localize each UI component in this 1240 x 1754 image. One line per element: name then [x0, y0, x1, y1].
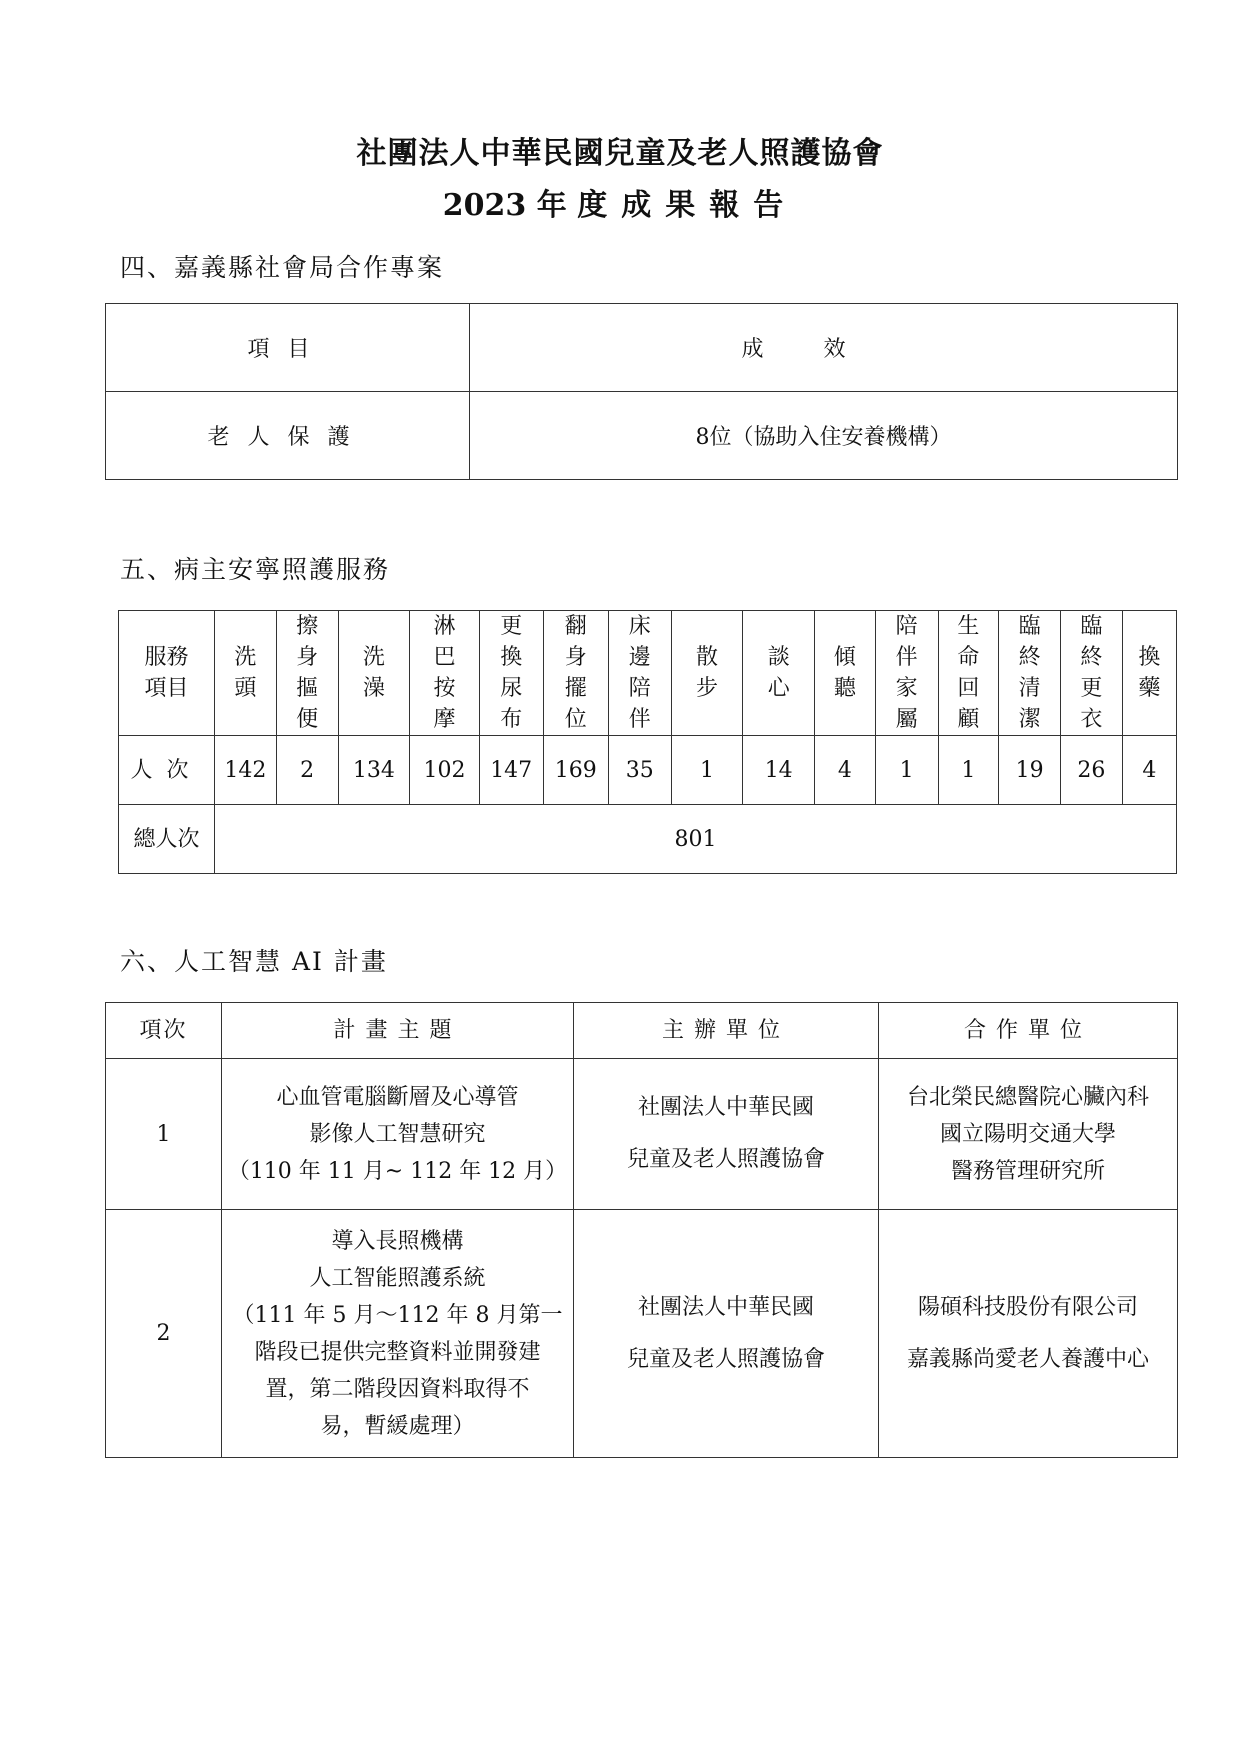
service-count-cell: 26	[1061, 736, 1123, 805]
report-org-title: 社團法人中華民國兒童及老人照護協會	[356, 136, 884, 171]
service-count-cell: 1	[938, 736, 999, 805]
table-row	[106, 1210, 1178, 1458]
service-name-char: 清	[1018, 676, 1041, 701]
service-name-char: 按	[433, 676, 456, 701]
table-row	[106, 1059, 1178, 1210]
service-name-char: 擺	[564, 676, 587, 701]
service-name-char: 聽	[833, 676, 856, 701]
service-name-char: 身	[296, 645, 319, 670]
service-count-cell: 134	[338, 736, 410, 805]
service-name-char: 回	[957, 676, 980, 701]
service-name-char: 屬	[895, 707, 918, 732]
service-name-char: 床	[628, 614, 651, 639]
table-header-row	[106, 1003, 1178, 1059]
service-name-char: 更	[500, 614, 523, 639]
service-name-char: 便	[296, 707, 319, 732]
row-header-total: 總人次	[119, 805, 215, 874]
column-header-partner: 合作單位	[879, 1003, 1178, 1059]
service-name-char: 布	[500, 707, 523, 732]
service-name-char: 伴	[628, 707, 651, 732]
service-count-cell: 35	[608, 736, 671, 805]
cell-partner	[879, 1059, 1178, 1210]
cell-organizer-line: 社團法人中華民國	[637, 1095, 814, 1120]
service-count-cell: 4	[1122, 736, 1176, 805]
service-name-cell	[276, 611, 338, 736]
service-count-cell: 14	[743, 736, 815, 805]
service-name-char: 藥	[1138, 676, 1161, 701]
report-year: 2023 年	[442, 188, 567, 223]
cell-topic-line: 階段已提供完整資料並開發建	[254, 1339, 541, 1365]
service-name-char: 巴	[433, 645, 456, 670]
section4-heading: 四、嘉義縣社會局合作專案	[120, 253, 445, 282]
table-header-row	[106, 304, 1178, 392]
cell-result: 8位（協助入住安養機構）	[470, 392, 1178, 480]
total-value: 801	[214, 805, 1176, 874]
service-name-cell	[214, 611, 276, 736]
service-name-char: 尿	[500, 676, 523, 701]
cell-topic	[222, 1059, 574, 1210]
service-name-char: 命	[957, 645, 980, 670]
service-name-char: 終	[1080, 645, 1103, 670]
section4-table	[105, 303, 1178, 480]
column-header-topic: 計畫主題	[222, 1003, 574, 1059]
service-name-char: 摳	[296, 676, 319, 701]
service-count-cell: 142	[214, 736, 276, 805]
service-name-char: 家	[895, 676, 918, 701]
service-name-char: 身	[564, 645, 587, 670]
row-header-label-part: 項目	[144, 676, 189, 701]
service-count-cell: 19	[999, 736, 1061, 805]
cell-topic-line: 置，第二階段因資料取得不	[265, 1376, 530, 1402]
cell-organizer-line: 兒童及老人照護協會	[626, 1147, 825, 1172]
cell-no: 2	[106, 1210, 222, 1458]
service-name-cell	[875, 611, 938, 736]
service-count-cell: 147	[479, 736, 543, 805]
service-name-char: 生	[957, 614, 980, 639]
service-name-char: 談	[767, 645, 790, 670]
service-name-char: 散	[695, 645, 718, 670]
table-row	[106, 392, 1178, 480]
service-count-cell: 1	[875, 736, 938, 805]
service-name-char: 步	[695, 676, 718, 701]
service-name-char: 傾	[833, 645, 856, 670]
cell-topic-line: 易，暫緩處理）	[320, 1413, 475, 1439]
service-total-row	[119, 805, 1177, 874]
service-count-row	[119, 736, 1177, 805]
service-name-char: 頭	[234, 676, 257, 701]
column-header-organizer: 主辦單位	[574, 1003, 879, 1059]
service-name-char: 洗	[362, 645, 385, 670]
cell-topic	[222, 1210, 574, 1458]
service-name-char: 臨	[1080, 614, 1103, 639]
service-name-char: 邊	[628, 645, 651, 670]
cell-organizer-line: 社團法人中華民國	[637, 1294, 814, 1320]
service-name-cell	[1122, 611, 1176, 736]
service-name-char: 換	[1138, 645, 1161, 670]
service-name-char: 伴	[895, 645, 918, 670]
service-name-cell	[999, 611, 1061, 736]
service-header-row	[119, 611, 1177, 736]
report-year-title	[0, 180, 1240, 224]
cell-partner-line: 嘉義縣尚愛老人養護中心	[906, 1346, 1149, 1372]
service-name-char: 摩	[433, 707, 456, 732]
service-name-cell	[608, 611, 671, 736]
cell-organizer	[574, 1210, 879, 1458]
cell-topic-line: 導入長照機構	[331, 1228, 464, 1254]
service-name-char: 擦	[296, 614, 319, 639]
service-name-cell	[815, 611, 876, 736]
service-name-char: 心	[767, 676, 790, 701]
cell-no: 1	[106, 1059, 222, 1210]
service-name-cell	[671, 611, 743, 736]
service-count-cell: 4	[815, 736, 876, 805]
service-name-char: 位	[564, 707, 587, 732]
cell-topic-line: 心血管電腦斷層及心導管	[276, 1084, 519, 1110]
service-count-cell: 169	[543, 736, 608, 805]
service-count-cell: 1	[671, 736, 743, 805]
report-title-rest: 度成果報告	[577, 188, 798, 223]
cell-organizer-line: 兒童及老人照護協會	[626, 1346, 825, 1372]
service-name-cell	[543, 611, 608, 736]
service-name-char: 洗	[234, 645, 257, 670]
section5-table	[118, 610, 1177, 874]
row-header-service-items	[119, 611, 215, 736]
section6-table	[105, 1002, 1178, 1458]
service-name-cell	[479, 611, 543, 736]
column-header-no: 項次	[106, 1003, 222, 1059]
cell-topic-line: 人工智能照護系統	[309, 1265, 486, 1291]
cell-topic-line: 影像人工智慧研究	[309, 1121, 486, 1147]
service-name-cell	[410, 611, 480, 736]
service-count-cell: 2	[276, 736, 338, 805]
service-name-char: 換	[500, 645, 523, 670]
service-name-char: 衣	[1080, 707, 1103, 732]
cell-partner-line: 台北榮民總醫院心臟內科	[906, 1084, 1149, 1110]
cell-partner-line: 陽碩科技股份有限公司	[917, 1294, 1138, 1320]
section5-heading: 五、病主安寧照護服務	[120, 555, 391, 584]
service-name-cell	[743, 611, 815, 736]
cell-topic-line: （111 年 5 月～112 年 8 月第一	[232, 1302, 563, 1328]
service-name-cell	[938, 611, 999, 736]
service-name-cell	[338, 611, 410, 736]
service-name-cell	[1061, 611, 1123, 736]
service-name-char: 更	[1080, 676, 1103, 701]
service-count-cell: 102	[410, 736, 480, 805]
column-header-item: 項目	[106, 304, 470, 392]
row-header-count: 人次	[119, 736, 215, 805]
row-header-label-part: 服務	[144, 645, 189, 670]
service-name-char: 潔	[1018, 707, 1041, 732]
service-name-char: 終	[1018, 645, 1041, 670]
service-name-char: 臨	[1018, 614, 1041, 639]
service-name-char: 陪	[895, 614, 918, 639]
cell-partner-line: 國立陽明交通大學	[939, 1121, 1116, 1147]
cell-topic-line: （110 年 11 月~ 112 年 12 月）	[227, 1158, 568, 1184]
service-name-char: 顧	[957, 707, 980, 732]
cell-partner	[879, 1210, 1178, 1458]
service-name-char: 澡	[362, 676, 385, 701]
cell-item: 老人保護	[106, 392, 470, 480]
cell-partner-line: 醫務管理研究所	[950, 1158, 1105, 1184]
service-name-char: 陪	[628, 676, 651, 701]
section6-heading: 六、人工智慧 AI 計畫	[120, 947, 388, 976]
service-name-char: 翻	[564, 614, 587, 639]
cell-organizer	[574, 1059, 879, 1210]
service-name-char: 淋	[433, 614, 456, 639]
column-header-result: 成效	[470, 304, 1178, 392]
